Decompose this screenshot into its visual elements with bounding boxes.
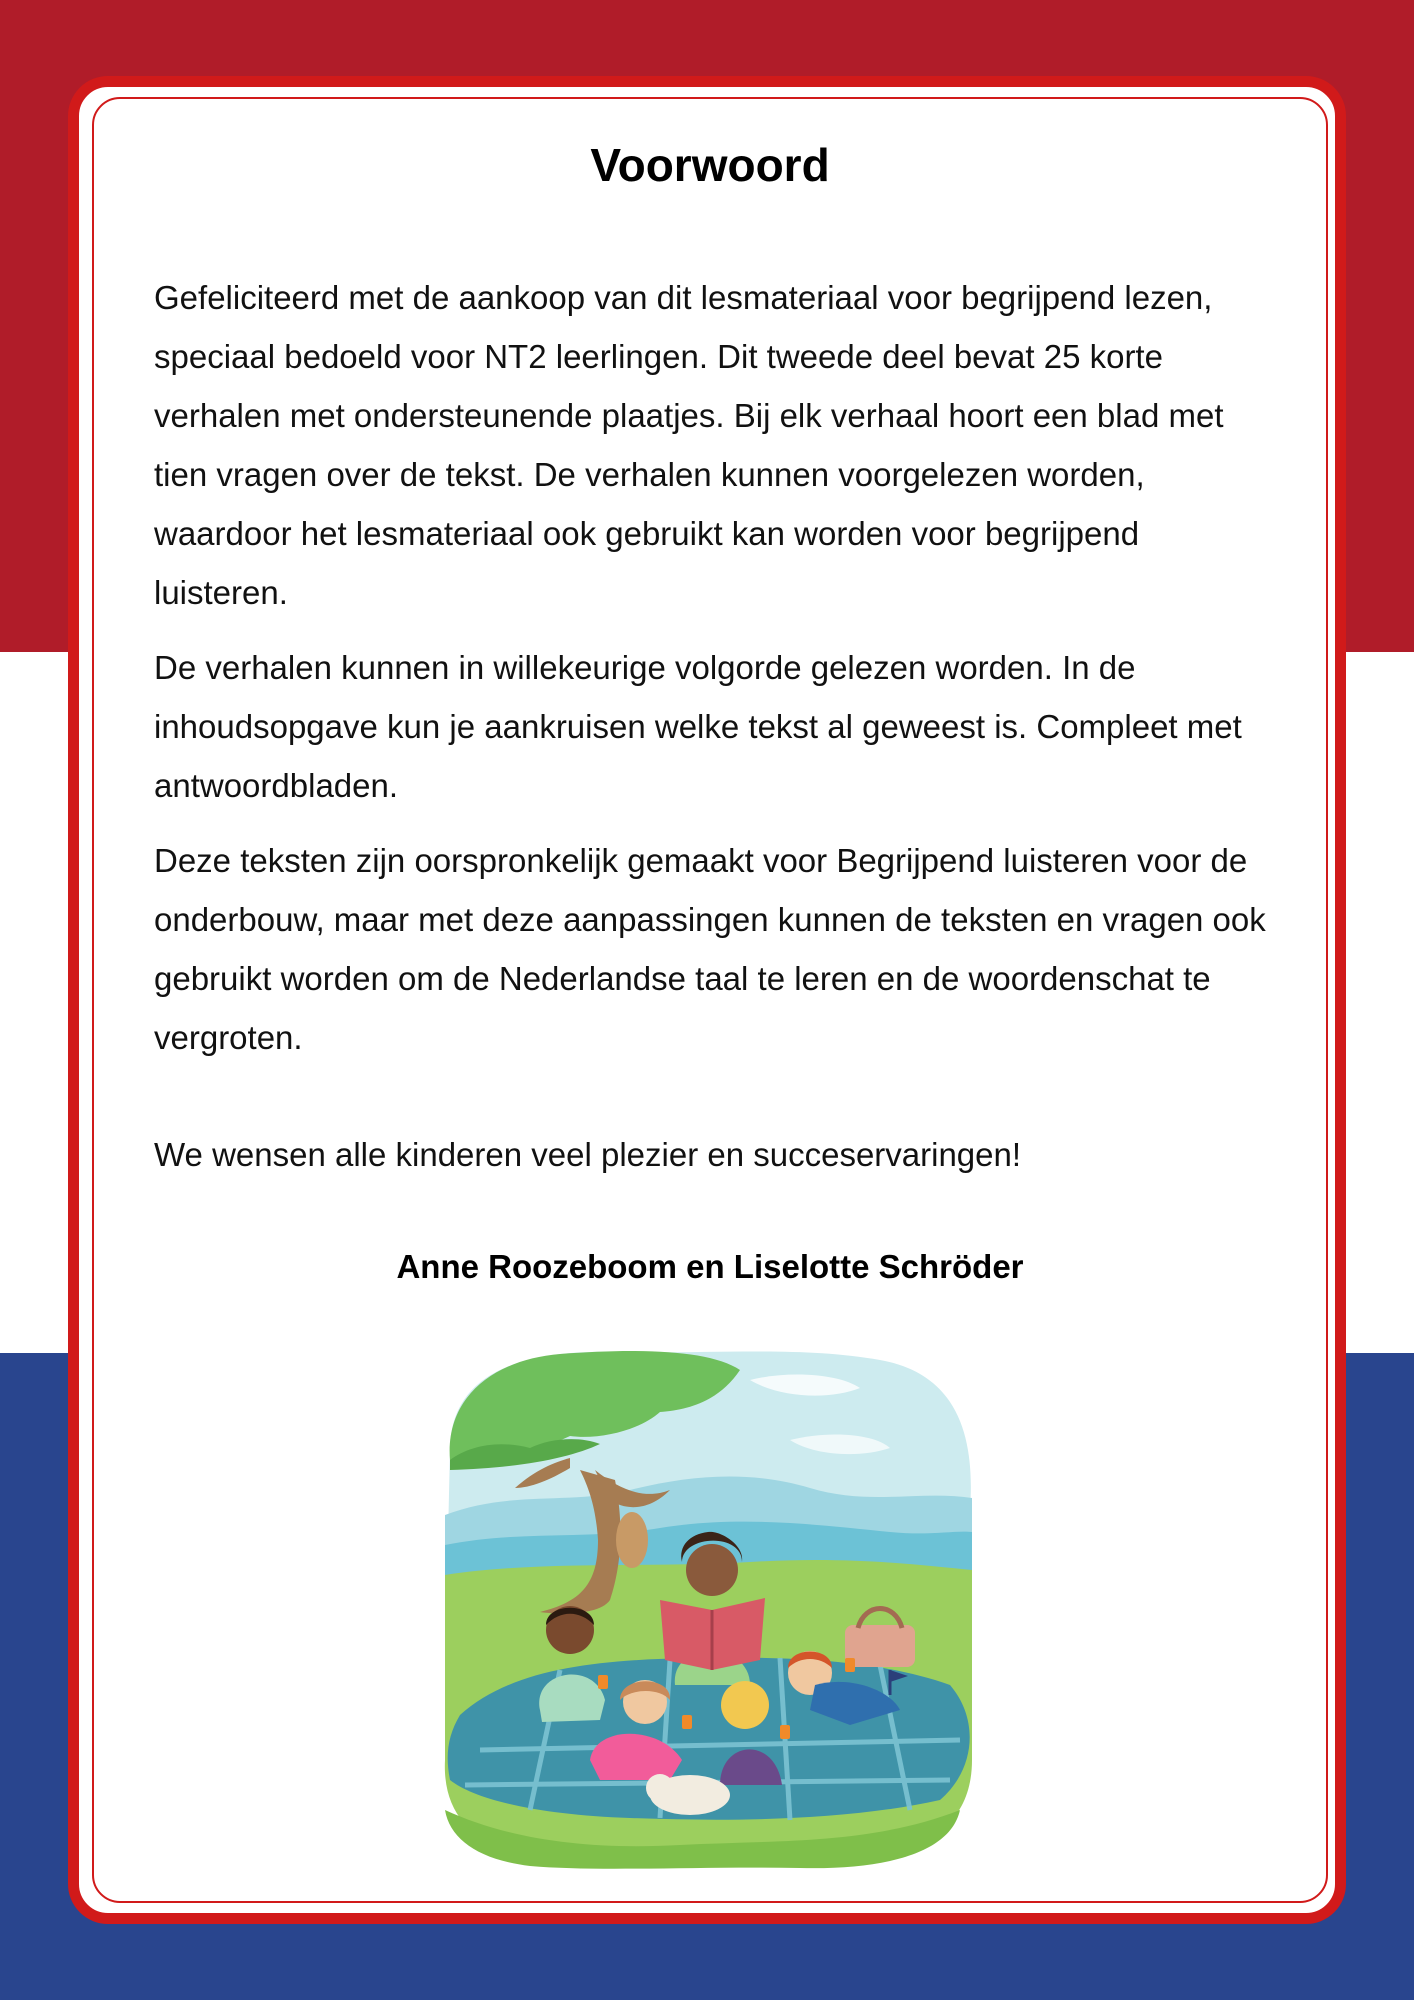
paragraph-wish: We wensen alle kinderen veel plezier en succeservaringen! [154, 1136, 1022, 1173]
paragraph-origin: Deze teksten zijn oorspronkelijk gemaakt voor Begrijpend luisteren voor de onderbouw, maar met deze aanpassingen kunnen de teksten en vragen ook gebruikt worden om de Nederlandse taal te leren en de woordenschat te vergroten. [154, 842, 1266, 1056]
paragraph-order: De verhalen kunnen in willekeurige volgorde gelezen worden. In de inhoudsopgave kun je aankruisen welke tekst al geweest is. Compleet met antwoordbladen. [154, 649, 1242, 804]
foreword-body [154, 268, 1274, 1200]
picnic-reading-illustration-icon [420, 1340, 990, 1875]
paragraph-intro: Gefeliciteerd met de aankoop van dit lesmateriaal voor begrijpend lezen, speciaal bedoeld voor NT2 leerlingen. Dit tweede deel bevat 25 korte verhalen met ondersteunende plaatjes. Bij elk verhaal hoort een blad met tien vragen over de tekst. De verhalen kunnen voorgelezen worden, waardoor het lesmateriaal ook gebruikt kan worden voor begrijpend luisteren. [154, 279, 1224, 611]
page-title: Voorwoord [590, 139, 830, 191]
author-signature: Anne Roozeboom en Liselotte Schröder [396, 1248, 1024, 1285]
